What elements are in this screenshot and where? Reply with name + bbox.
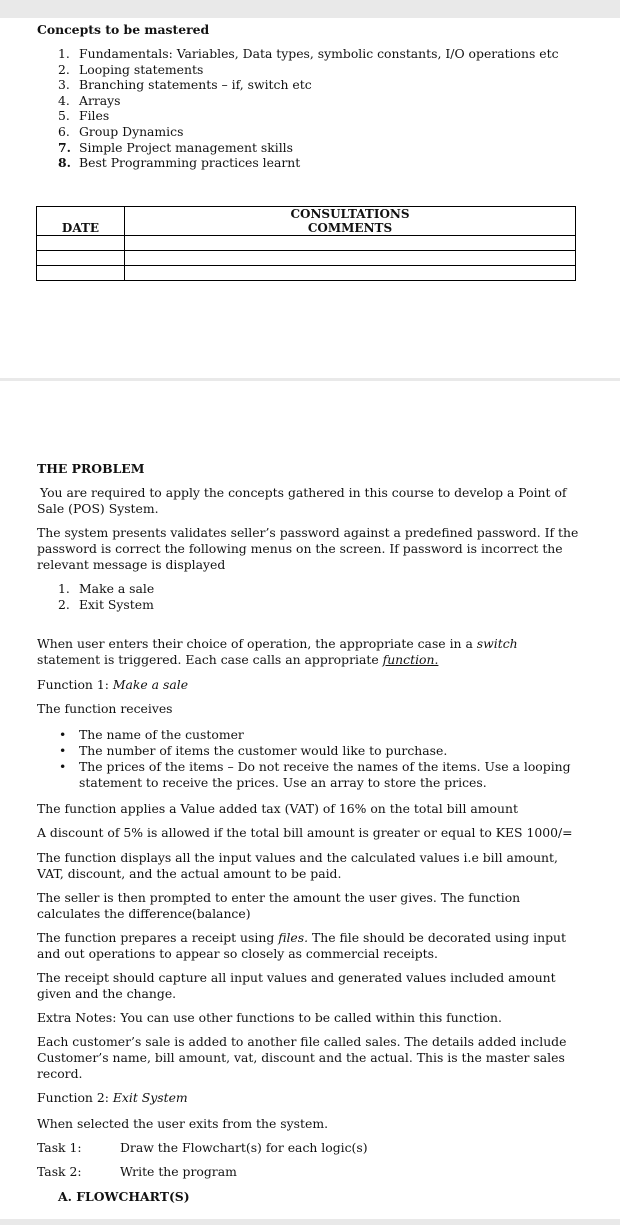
function-2-label: Function 2: Exit System (37, 1090, 188, 1105)
date-header: DATE (37, 207, 125, 236)
consultations-table (36, 206, 576, 281)
vat-paragraph: The function applies a Value added tax (VAT) of 16% on the total bill amount (37, 801, 518, 816)
exit-description: When selected the user exits from the system. (37, 1116, 329, 1131)
discount-paragraph: A discount of 5% is allowed if the total bill amount is greater or equal to KES 1000/= (37, 825, 573, 840)
list-item: 1. Make a sale (58, 581, 155, 596)
choice-paragraph: When user enters their choice of operation, the appropriate case in a switch statement is triggered. Each case calls an appropriate function. (37, 636, 518, 667)
list-item: 5. Files (58, 108, 110, 124)
list-item: 6. Group Dynamics (58, 123, 184, 139)
list-item: 3. Branching statements – if, switch etc (58, 77, 312, 93)
concepts-heading: Concepts to be mastered (37, 22, 210, 37)
sales-file-paragraph: Each customer’s sale is added to another file called sales. The details added include Customer’s name, bill amount, vat, discount and the actual. This is the master sales record. (37, 1034, 567, 1081)
list-item: 2. Exit System (58, 596, 154, 612)
list-item: • The number of items the customer would like to purchase. (59, 743, 448, 758)
extra-notes: Extra Notes: You can use other functions to be called within this function. (37, 1010, 502, 1025)
function-1-label: Function 1: Make a sale (37, 677, 189, 692)
task-2-text: Write the program (120, 1164, 237, 1179)
list-item: 2. Looping statements (58, 61, 204, 77)
receives-text: The function receives (37, 701, 173, 716)
displays-paragraph: The function displays all the input values and the calculated values i.e bill amount, VAT, discount, and the actual amount to be paid. (37, 850, 558, 881)
list-item: 1. Fundamentals: Variables, Data types, symbolic constants, I/O operations etc (58, 46, 559, 61)
table-row (37, 251, 576, 266)
list-item: 7. Simple Project management skills (58, 139, 293, 155)
problem-heading: THE PROBLEM (37, 461, 145, 476)
flowchart-section-heading: A. FLOWCHART(S) (58, 1189, 190, 1204)
task-1-text: Draw the Flowchart(s) for each logic(s) (120, 1140, 368, 1155)
list-item: 8. Best Programming practices learnt (58, 155, 301, 171)
capture-paragraph: The receipt should capture all input values and generated values included amount given and the change. (37, 970, 556, 1001)
task-2-label: Task 2: (37, 1164, 82, 1179)
table-row (37, 266, 576, 281)
comments-header: COMMENTS (125, 221, 576, 236)
menu-list (37, 581, 154, 612)
concepts-list (37, 46, 597, 171)
receipt-paragraph: The function prepares a receipt using files. The file should be decorated using input and out operations to appear so closely as commercial receipts. (37, 930, 566, 961)
list-item: 4. Arrays (58, 92, 121, 108)
table-row (37, 236, 576, 251)
document-page-2 (0, 381, 620, 1219)
receives-bullets (37, 727, 582, 791)
task-1-label: Task 1: (37, 1140, 82, 1155)
system-description: The system presents validates seller’s password against a predefined password. If the password is correct the following menus on the screen. If password is incorrect the relevant message is displayed (37, 525, 579, 572)
intro-paragraph: You are required to apply the concepts gathered in this course to develop a Point of Sale (POS) System. (37, 485, 567, 516)
list-item: • The name of the customer (59, 727, 244, 742)
list-item: • The prices of the items – Do not receive the names of the items. Use a looping statement to receive the prices. Use an array to store the prices. (59, 759, 571, 790)
consultations-title: CONSULTATIONS (125, 207, 576, 222)
document-page-1 (0, 18, 620, 378)
prompted-paragraph: The seller is then prompted to enter the amount the user gives. The function calculates the difference(balance) (37, 890, 521, 921)
